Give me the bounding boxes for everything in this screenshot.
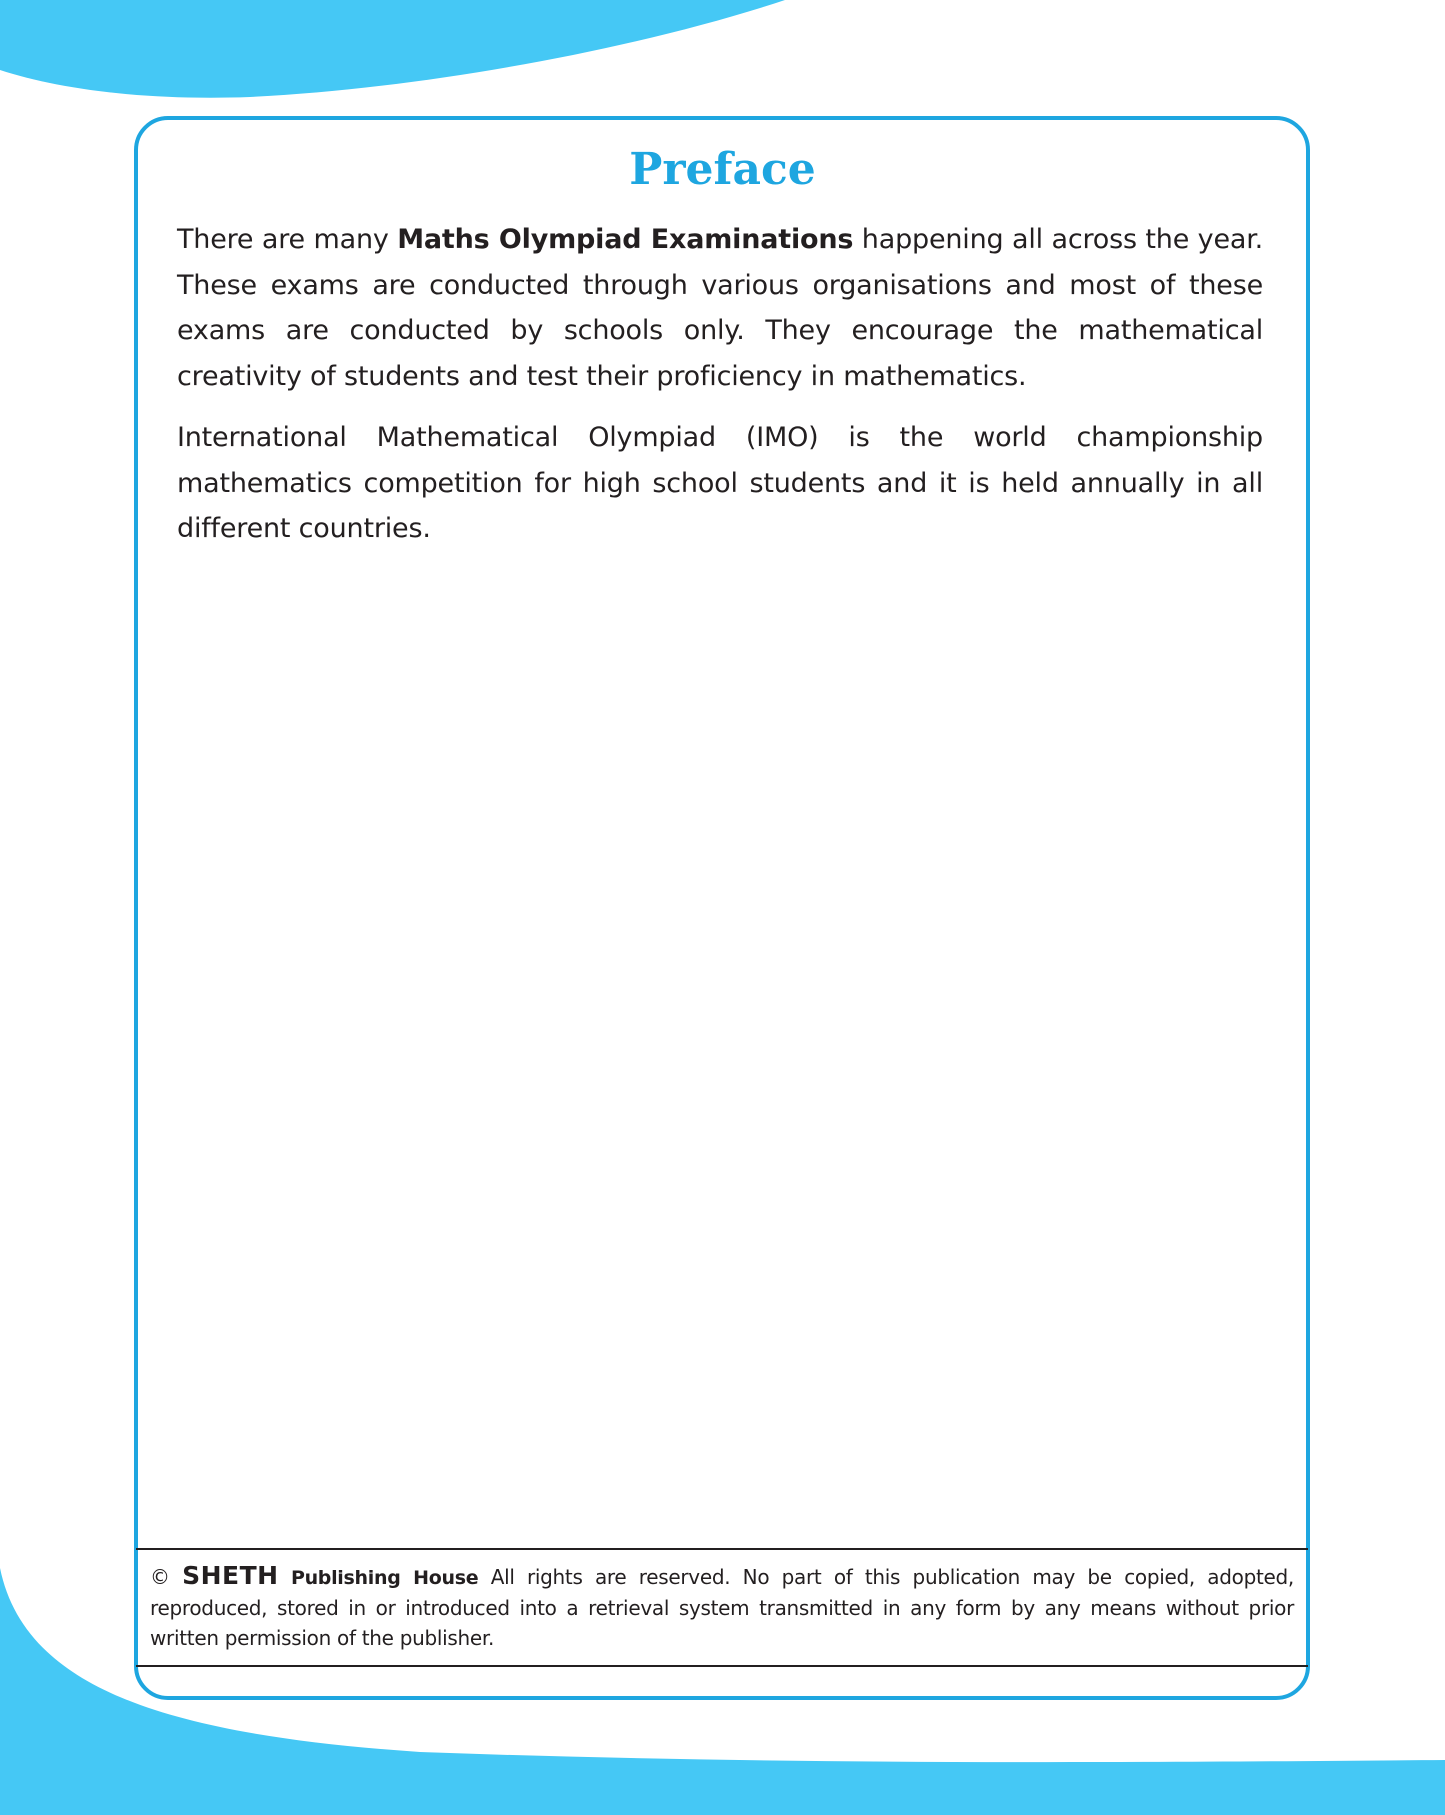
preface-body [177, 217, 1263, 568]
paragraph-intro-end: happening all across the year. These exams are conducted through various organisations and most of these exams are conducted by schools only. They encourage the mathematical creativity of students and test their proficiency in mathematics. [177, 224, 1264, 392]
top-wave [0, 0, 785, 98]
paragraph-intro [177, 217, 1263, 399]
publisher-brand: SHETH [182, 1561, 279, 1590]
footer-rule-top [136, 1548, 1308, 1550]
paragraph-intro-bold: Maths Olympiad Examinations [397, 224, 854, 255]
copyright-notice [150, 1561, 1294, 1653]
page-title: Preface [629, 144, 816, 195]
copyright-text: All rights are reserved. No part of this publication may be copied, adopted, reproduced, stored in or introduced into a retrieval system transmitted in any form by any means without prior written permission of the publisher. [150, 1565, 1294, 1650]
paragraph-intro-start: There are many [177, 224, 398, 255]
copyright-icon: © [150, 1565, 170, 1589]
footer-rule-bottom [136, 1665, 1308, 1667]
paragraph-imo: International Mathematical Olympiad (IMO) is the world championship mathematics competition for high school students and it is held annually in all different countries. [177, 422, 1263, 544]
publisher-house: Publishing House [290, 1567, 479, 1589]
